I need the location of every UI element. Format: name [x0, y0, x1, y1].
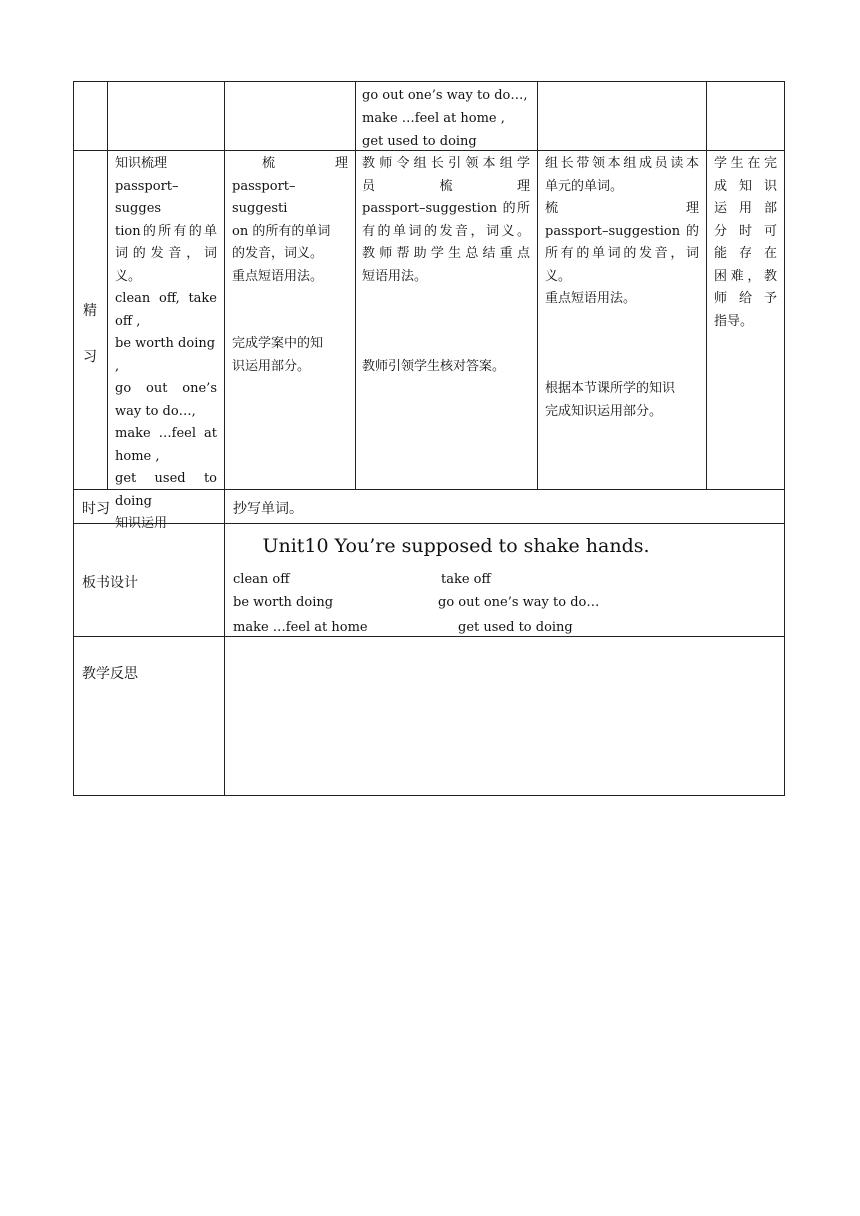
- content-line: doing: [115, 493, 153, 509]
- practice-teacher-a: [362, 153, 530, 288]
- practice-teacher-b: [362, 356, 530, 379]
- student-line: 梳 理: [545, 201, 699, 216]
- teacher-line: 员 梳 理: [362, 178, 530, 194]
- board-phrase: make …feel at home: [233, 620, 368, 635]
- student-line: 重点短语用法。: [545, 291, 637, 306]
- practice-student-a: [545, 153, 699, 311]
- notes-line: 能 存 在: [714, 246, 777, 261]
- row-border-bottom: [73, 795, 785, 796]
- notes-line: 师 给 予: [714, 291, 777, 306]
- content-line: off ,: [115, 313, 141, 329]
- teacher-line: passport–suggestion 的所: [362, 201, 530, 216]
- teacher-line: 教师引领学生核对答案。: [362, 359, 506, 374]
- teacher-line: 有的单词的发音，词义。: [362, 223, 530, 239]
- board-phrase: be worth doing: [233, 595, 334, 610]
- content-line: way to do…,: [115, 403, 196, 419]
- practice-goal-a: [232, 153, 348, 288]
- board-phrase: go out one’s way to do…: [438, 595, 600, 610]
- student-line: passport–suggestion 的: [545, 223, 699, 239]
- practice-student-b: [545, 378, 699, 423]
- notes-line: 困难，教: [714, 268, 777, 284]
- student-line: 所有的单词的发音，词: [545, 246, 699, 261]
- goal-line: 识运用部分。: [232, 358, 311, 374]
- content-line: tion的所有的单: [115, 223, 217, 239]
- content-line: home ,: [115, 448, 160, 464]
- reflection-label: 教学反思: [82, 666, 138, 682]
- teacher-line: 教师帮助学生总结重点: [362, 246, 530, 261]
- goal-line: on 的所有的单词: [232, 223, 331, 239]
- goal-line: 重点短语用法。: [232, 268, 324, 284]
- board-label: 板书设计: [82, 575, 138, 591]
- activity-line: go out one’s way to do…,: [362, 88, 528, 103]
- student-line: 单元的单词。: [545, 178, 624, 194]
- row-border-reflection: [73, 636, 785, 637]
- col-border-left: [73, 81, 74, 796]
- notes-line: 学生在完: [714, 156, 777, 171]
- content-line: make …feel at: [115, 426, 217, 441]
- content-line: passport–sugges: [115, 178, 179, 216]
- student-line: 完成知识运用部分。: [545, 403, 663, 419]
- notes-line: 指导。: [714, 313, 754, 329]
- stage-label-xi: 习: [83, 349, 97, 365]
- col-border-3: [355, 81, 356, 490]
- practice-goal-b: [232, 333, 348, 378]
- board-phrase: get used to doing: [458, 620, 573, 635]
- board-phrase: clean off: [233, 572, 290, 587]
- goal-line: 梳 理: [262, 156, 348, 171]
- notes-line: 运 用 部: [714, 201, 777, 216]
- activity-line: get used to doing: [362, 134, 477, 149]
- stage-label-jing: 精: [83, 303, 97, 319]
- content-line: be worth doing ,: [115, 336, 216, 374]
- goal-line: 的发音，词义。: [232, 246, 324, 261]
- content-line: 知识梳理: [115, 156, 168, 171]
- practice-content: [115, 153, 217, 536]
- activity-line: make …feel at home ,: [362, 111, 505, 126]
- homework-text: 抄写单词。: [233, 501, 303, 517]
- content-line: 义。: [115, 268, 142, 284]
- goal-line: 完成学案中的知: [232, 336, 324, 351]
- content-line: get used to: [115, 471, 217, 486]
- teacher-line: 教师令组长引领本组学: [362, 156, 530, 171]
- col-border-right: [784, 81, 785, 796]
- content-line: clean off, take: [115, 291, 217, 306]
- top-row-activity: [362, 84, 532, 153]
- col-border-1: [107, 81, 108, 490]
- content-line: 词的发音，词: [115, 246, 217, 261]
- col-border-2: [224, 81, 225, 796]
- content-line: go out one’s: [115, 381, 217, 396]
- board-title: Unit10 You’re supposed to shake hands.: [262, 535, 650, 557]
- row-border-top: [73, 81, 785, 82]
- teacher-line: 短语用法。: [362, 268, 428, 284]
- notes-line: 成 知 识: [714, 178, 777, 194]
- homework-label: 时习: [82, 501, 110, 517]
- student-line: 义。: [545, 268, 572, 284]
- col-border-5: [706, 81, 707, 490]
- practice-notes: [714, 153, 777, 333]
- goal-line: passport–suggesti: [232, 178, 296, 216]
- board-phrase: take off: [441, 572, 491, 587]
- student-line: 组长带领本组成员读本: [545, 156, 699, 171]
- col-border-4: [537, 81, 538, 490]
- notes-line: 分 时 可: [714, 223, 777, 239]
- content-line: 知识运用: [115, 516, 168, 531]
- student-line: 根据本节课所学的知识: [545, 381, 676, 396]
